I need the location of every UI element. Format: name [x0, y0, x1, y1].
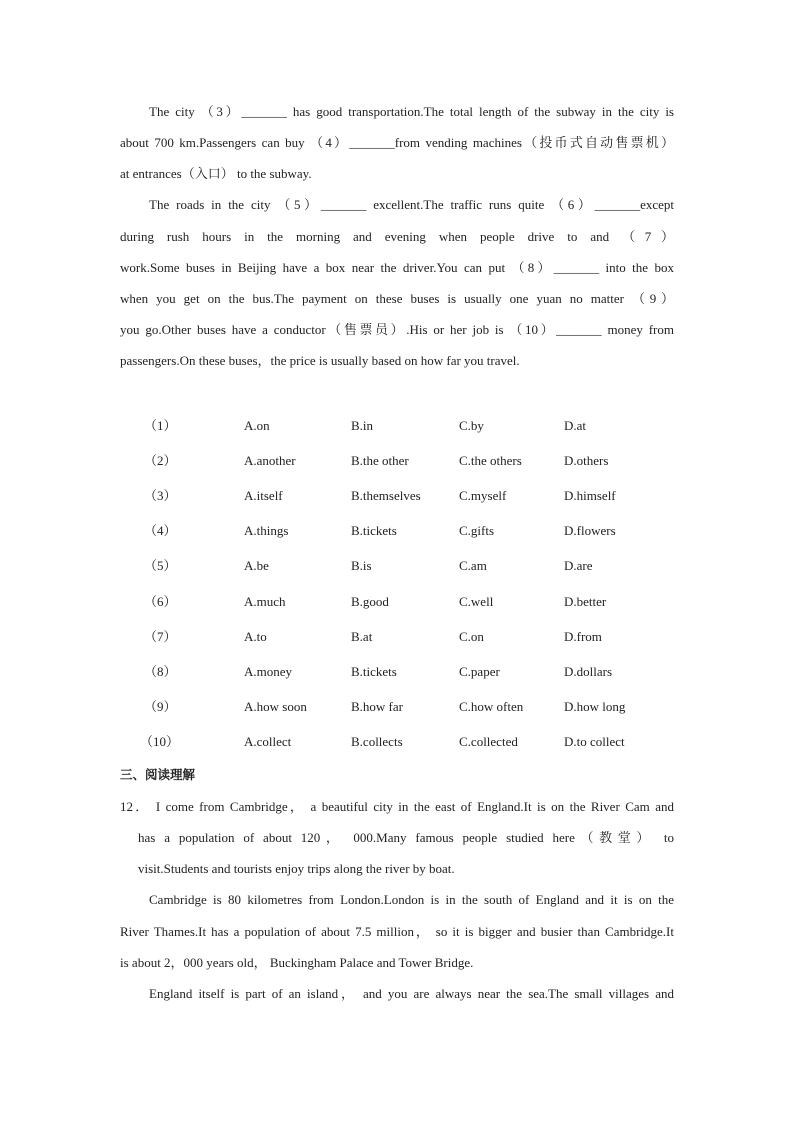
option-b: B.collects	[351, 734, 403, 749]
question-number: （1）	[144, 418, 177, 433]
option-c: C.by	[459, 418, 484, 433]
passage1-line-5: during rush hours in the morning and evening when people drive to and （7）	[120, 229, 674, 244]
option-d: D.from	[564, 629, 602, 644]
passage1-line-3: at entrances（入口） to the subway.	[120, 166, 312, 181]
passage1-line-7: when you get on the bus.The payment on these buses is usually one yuan no matter （9）	[120, 291, 674, 306]
option-c: C.collected	[459, 734, 518, 749]
question-number: （5）	[144, 558, 177, 573]
option-a: A.be	[244, 558, 269, 573]
question-number: （10）	[140, 734, 180, 749]
option-d: D.how long	[564, 699, 626, 714]
option-d: D.to collect	[564, 734, 625, 749]
passage2-line-6: is about 2，000 years old， Buckingham Palace and Tower Bridge.	[120, 955, 474, 970]
passage1-line-8: you go.Other buses have a conductor（售票员）.His or her job is （10）_______ money from	[120, 322, 674, 337]
option-c: C.gifts	[459, 523, 495, 538]
option-b: B.in	[351, 418, 374, 433]
option-a: A.how soon	[244, 699, 307, 714]
option-d: D.are	[564, 558, 593, 573]
option-b: B.how far	[351, 699, 403, 714]
passage1-line-2: about 700 km.Passengers can buy （4）_______from vending machines（投币式自动售票机）	[120, 135, 674, 150]
option-a: A.to	[244, 629, 267, 644]
option-b: B.tickets	[351, 523, 397, 538]
passage2-line-1: 12． I come from Cambridge， a beautiful city in the east of England.It is on the River Cam and	[120, 799, 674, 814]
option-c: C.well	[459, 594, 494, 609]
option-c: C.am	[459, 558, 487, 573]
passage1-line-6: work.Some buses in Beijing have a box near the driver.You can put （8）_______ into the box	[120, 260, 674, 275]
option-d: D.better	[564, 594, 607, 609]
question-number: （8）	[144, 664, 177, 679]
option-d: D.flowers	[564, 523, 616, 538]
option-a: A.much	[244, 594, 286, 609]
option-d: D.himself	[564, 488, 616, 503]
option-d: D.at	[564, 418, 587, 433]
passage1-line-1: The city （3）_______ has good transportation.The total length of the subway in the city is	[149, 104, 674, 119]
option-b: B.tickets	[351, 664, 397, 679]
passage2-line-2: has a population of about 120， 000.Many famous people studied here（教堂） to	[138, 830, 674, 845]
option-c: C.myself	[459, 488, 507, 503]
question-number: （6）	[144, 594, 177, 609]
option-b: B.themselves	[351, 488, 421, 503]
option-b: B.at	[351, 629, 373, 644]
passage2-line-7: England itself is part of an island， and you are always near the sea.The small villages and	[149, 986, 674, 1001]
option-a: A.collect	[244, 734, 292, 749]
option-a: A.things	[244, 523, 289, 538]
option-a: A.another	[244, 453, 296, 468]
option-a: A.itself	[244, 488, 283, 503]
option-c: C.on	[459, 629, 484, 644]
passage2-line-3: visit.Students and tourists enjoy trips along the river by boat.	[138, 861, 455, 876]
option-d: D.dollars	[564, 664, 613, 679]
question-number: （7）	[144, 629, 177, 644]
option-a: A.money	[244, 664, 293, 679]
question-number: （2）	[144, 453, 177, 468]
option-a: A.on	[244, 418, 270, 433]
passage1-line-4: The roads in the city （5）_______ excellent.The traffic runs quite （6）_______except	[149, 197, 674, 212]
option-b: B.the other	[351, 453, 409, 468]
option-c: C.the others	[459, 453, 522, 468]
question-number: （3）	[144, 488, 177, 503]
option-d: D.others	[564, 453, 609, 468]
section-heading: 三、阅读理解	[120, 767, 196, 782]
passage2-line-4: Cambridge is 80 kilometres from London.London is in the south of England and it is on the	[149, 892, 674, 907]
option-b: B.good	[351, 594, 389, 609]
option-c: C.paper	[459, 664, 500, 679]
passage2-line-5: River Thames.It has a population of about 7.5 million， so it is bigger and busier than Cambridge.It	[120, 924, 674, 939]
question-number: （9）	[144, 699, 177, 714]
option-b: B.is	[351, 558, 372, 573]
passage1-line-9: passengers.On these buses，the price is usually based on how far you travel.	[120, 353, 520, 368]
option-c: C.how often	[459, 699, 524, 714]
question-number: （4）	[144, 523, 177, 538]
